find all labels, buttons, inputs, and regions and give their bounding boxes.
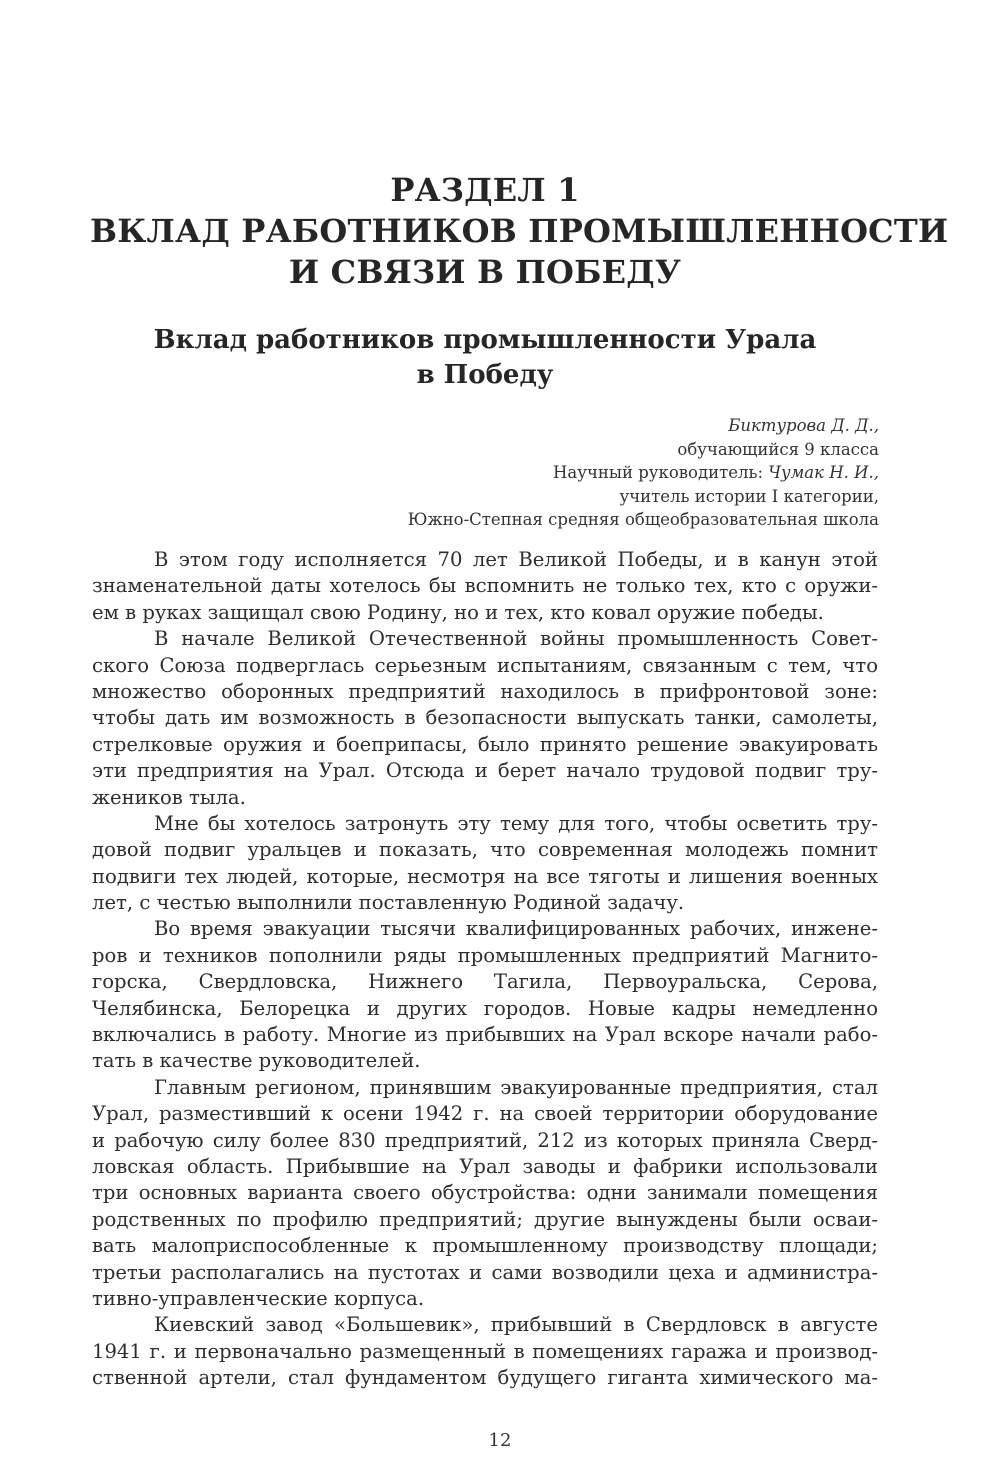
body-line: горска, Свердловска, Нижнего Тагила, Первоуральска, Серова,: [92, 970, 878, 994]
body-line: вать малоприспособленные к промышленному производству площади;: [92, 1234, 878, 1258]
body-line: чтобы дать им возможность в безопасности выпускать танки, самолеты,: [92, 706, 878, 730]
author-block: [408, 414, 879, 532]
body-line: третьи располагались на пустотах и сами возводили цеха и администра-: [92, 1260, 878, 1284]
article-body: [92, 547, 878, 1392]
body-line: ловская область. Прибывшие на Урал заводы и фабрики использовали: [92, 1154, 878, 1178]
body-line: лет, с честью выполнили поставленную Родиной задачу.: [92, 891, 685, 915]
body-line: довой подвиг уральцев и показать, что современная молодежь помнит: [92, 838, 878, 862]
body-line: Челябинска, Белорецка и других городов. Новые кадры немедленно: [92, 996, 878, 1020]
body-line: тивно-управленческие корпуса.: [92, 1286, 425, 1310]
supervisor-name: Чумак Н. И.,: [768, 463, 879, 482]
body-line: жеников тыла.: [92, 785, 246, 809]
body-line: В начале Великой Отечественной войны промышленность Совет-: [154, 627, 878, 651]
body-line: подвиги тех людей, которые, несмотря на все тяготы и лишения военных: [92, 864, 878, 888]
article-title: [90, 323, 880, 393]
section-heading: [90, 170, 949, 293]
body-line: Главным регионом, принявшим эвакуированные предприятия, стал: [154, 1075, 878, 1099]
body-line: ского Союза подверглась серьезным испытаниям, связанным с тем, что: [92, 653, 878, 677]
body-line: ем в руках защищал свою Родину, но и тех, кто ковал оружие победы.: [92, 600, 824, 624]
body-line: включались в работу. Многие из прибывших на Урал вскоре начали рабо-: [92, 1023, 878, 1047]
section-heading-line: И СВЯЗИ В ПОБЕДУ: [288, 253, 682, 291]
school-name: Южно-Степная средняя общеобразовательная школа: [407, 510, 879, 529]
supervisor-role: учитель истории I категории,: [619, 486, 879, 506]
author-name: Биктурова Д. Д.,: [728, 416, 879, 435]
page-number: 12: [488, 1430, 512, 1451]
body-line: Киевский завод «Большевик», прибывший в Свердловск в августе: [154, 1313, 878, 1337]
body-line: Во время эвакуации тысячи квалифицированных рабочих, инжене-: [154, 917, 878, 941]
section-heading-line: ВКЛАД РАБОТНИКОВ ПРОМЫШЛЕННОСТИ: [90, 212, 949, 250]
body-line: В этом году исполняется 70 лет Великой Победы, и в канун этой: [154, 548, 878, 571]
body-line: эти предприятия на Урал. Отсюда и берет начало трудовой подвиг тру-: [92, 759, 878, 783]
body-line: множество оборонных предприятий находилось в прифронтовой зоне:: [92, 679, 878, 703]
body-line: Урал, разместивший к осени 1942 г. на своей территории оборудование: [92, 1102, 878, 1126]
body-line: и рабочую силу более 830 предприятий, 212 из которых приняла Сверд-: [92, 1128, 878, 1152]
article-title-line: Вклад работников промышленности Урала: [153, 325, 817, 355]
supervisor-label: Научный руководитель:: [553, 463, 769, 482]
author-role: обучающийся 9 класса: [677, 439, 879, 459]
body-line: тать в качестве руководителей.: [92, 1049, 421, 1073]
body-line: три основных варианта своего обустройства: одни занимали помещения: [92, 1181, 878, 1205]
body-line: ственной артели, стал фундаментом будущего гиганта химического ма-: [92, 1366, 878, 1390]
body-line: родственных по профилю предприятий; другие вынуждены были осваи-: [92, 1207, 878, 1231]
body-line: Мне бы хотелось затронуть эту тему для того, чтобы осветить тру-: [154, 811, 878, 835]
body-line: 1941 г. и первоначально размещенный в помещениях гаража и производ-: [92, 1339, 878, 1363]
article-title-line: в Победу: [416, 360, 554, 390]
body-line: знаменательной даты хотелось бы вспомнить не только тех, кто с оружи-: [92, 574, 878, 598]
supervisor-line: [408, 461, 879, 485]
body-line: ров и техников пополнили ряды промышленных предприятий Магнито-: [92, 943, 878, 967]
section-heading-line: РАЗДЕЛ 1: [390, 171, 580, 209]
body-line: стрелковые оружия и боеприпасы, было принято решение эвакуировать: [92, 732, 878, 756]
